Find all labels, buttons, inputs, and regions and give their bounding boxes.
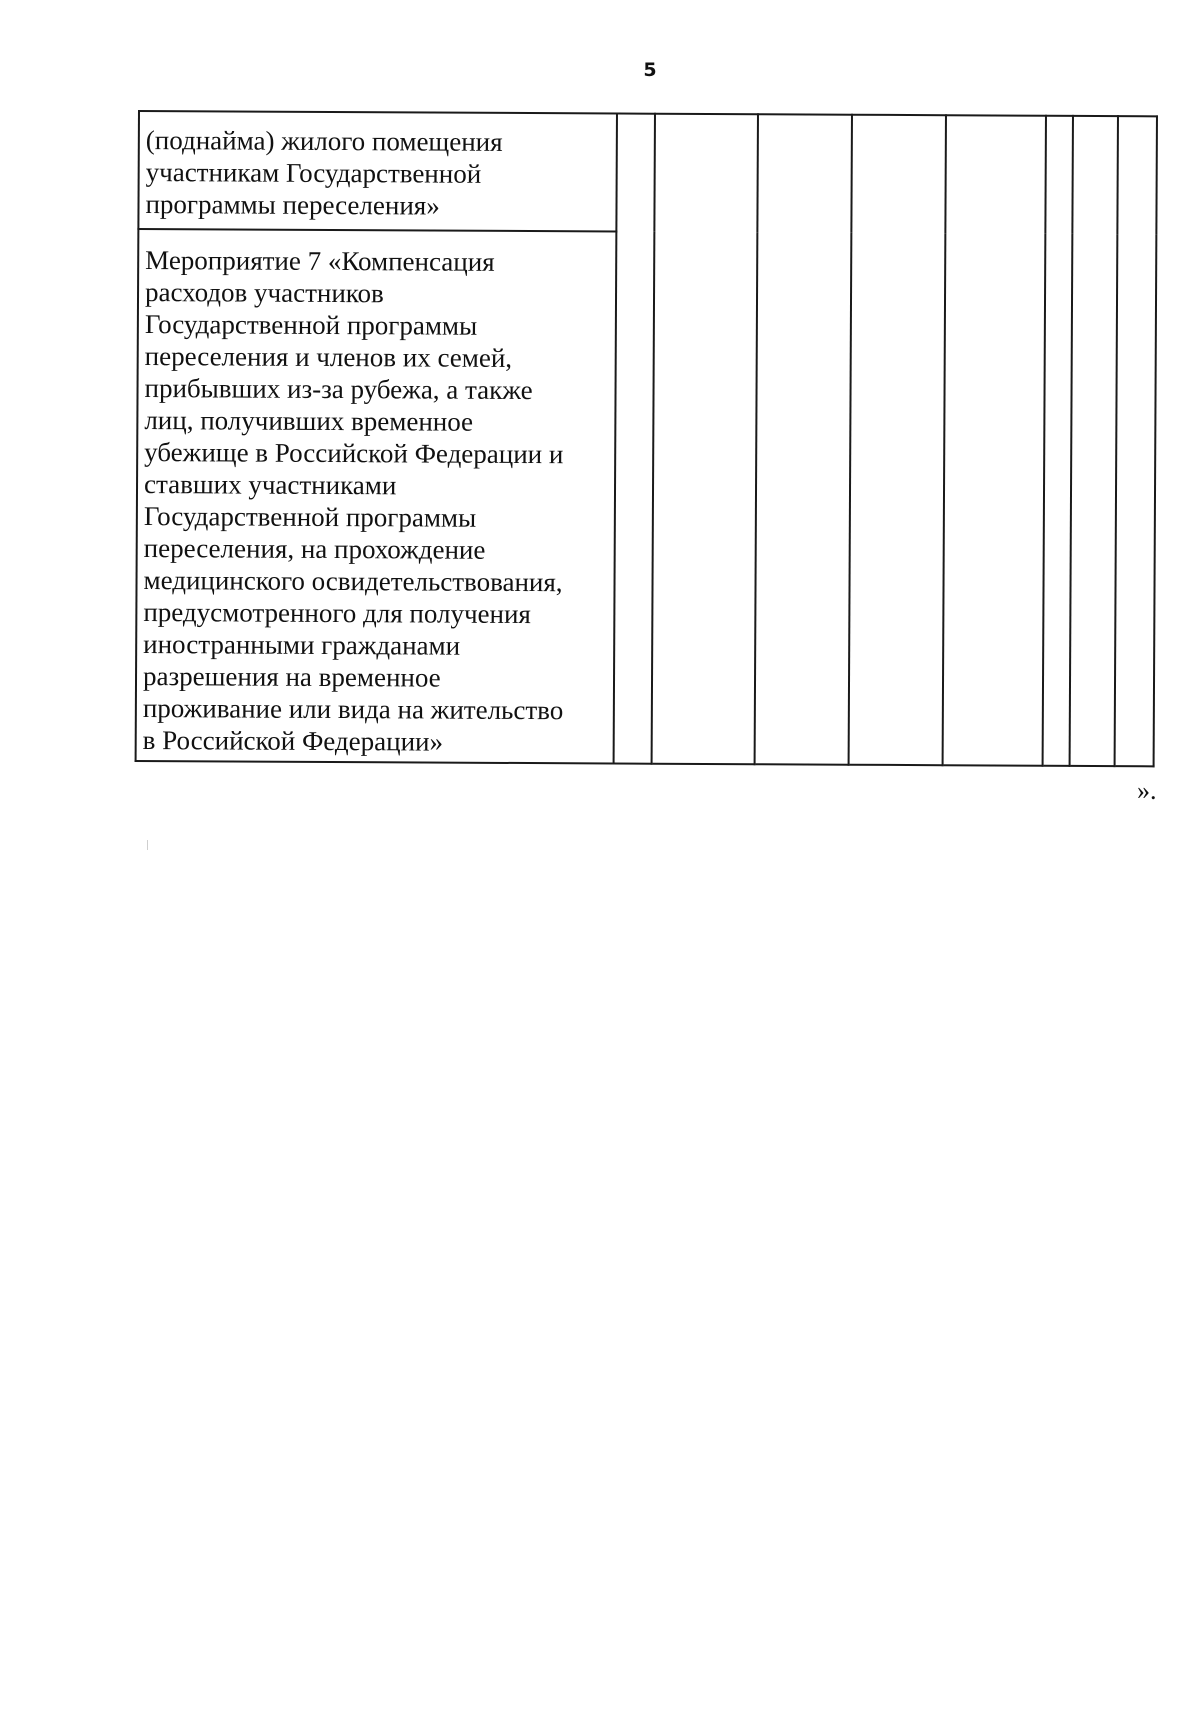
activity-description-cell: [138, 111, 617, 232]
cell-text-line: программы переселения»: [145, 189, 440, 221]
empty-value-cell: [652, 114, 758, 765]
empty-value-cell: [614, 113, 655, 763]
empty-value-cell: [1070, 116, 1118, 766]
cell-text-line: переселения, на прохождение: [143, 533, 486, 565]
cell-text-line: лиц, получивших временное: [144, 405, 474, 437]
cell-text-line: иностранными гражданами: [143, 629, 461, 661]
activity-description-cell: [136, 229, 617, 763]
closing-quote-mark: ».: [1137, 776, 1157, 805]
cell-text-line: Мероприятие 7 «Компенсация: [145, 245, 495, 277]
cell-text-line: разрешения на временное: [142, 661, 441, 693]
empty-value-cell: [1043, 116, 1073, 766]
empty-value-cell: [849, 115, 946, 765]
cell-text-line: ставших участниками: [143, 469, 397, 501]
empty-value-cell: [1115, 116, 1157, 766]
cell-text-line: Государственной программы: [144, 309, 478, 341]
cell-text-line: проживание или вида на жительство: [142, 693, 564, 726]
scan-artifact: [147, 840, 148, 850]
empty-value-cell: [943, 115, 1046, 766]
cell-text-line: медицинского освидетельствования,: [143, 565, 563, 598]
cell-text-line: прибывших из-за рубежа, а также: [144, 373, 533, 406]
cell-text-line: предусмотренного для получения: [143, 597, 531, 630]
cell-text-line: (поднайма) жилого помещения: [145, 125, 503, 157]
cell-text-line: убежище в Российской Федерации и: [144, 437, 564, 470]
cell-text-line: в Российской Федерации»: [142, 725, 444, 757]
cell-text-line: переселения и членов их семей,: [144, 341, 513, 373]
cell-text-line: участникам Государственной: [145, 157, 482, 189]
empty-value-cell: [755, 114, 852, 764]
page-number: 5: [643, 59, 657, 81]
program-activities-table: [135, 110, 1158, 767]
table-row: [138, 111, 1157, 234]
cell-text-line: расходов участников: [144, 277, 384, 309]
cell-text-line: Государственной программы: [143, 501, 477, 533]
